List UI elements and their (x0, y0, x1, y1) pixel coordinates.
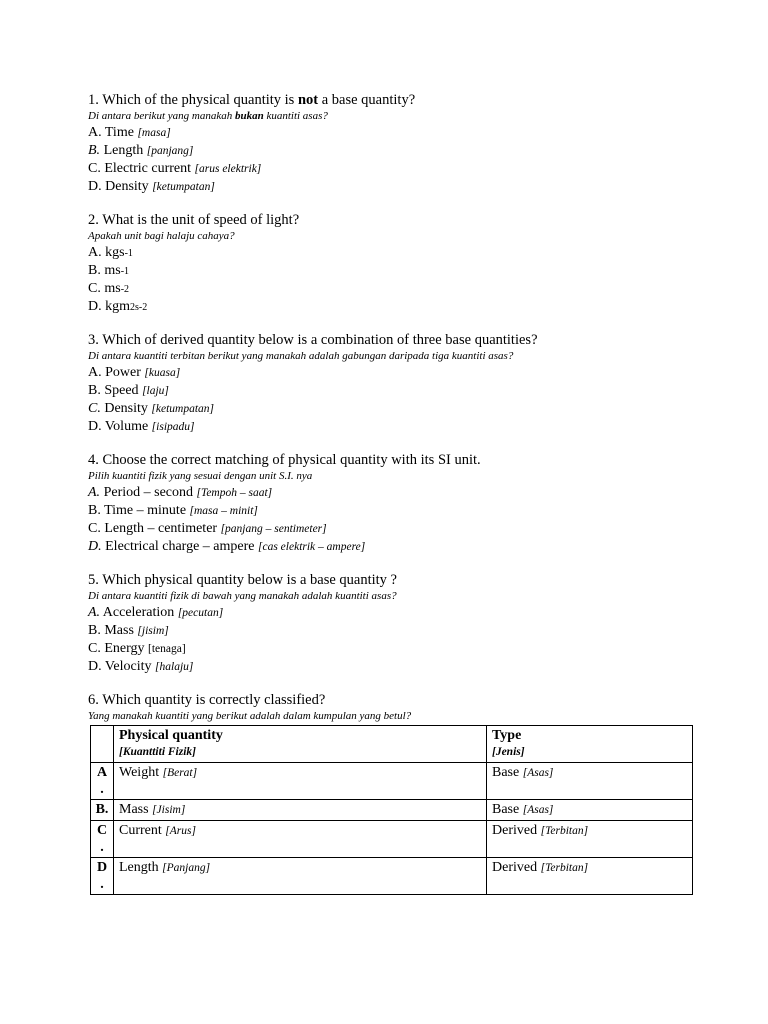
question-translation: Yang manakah kuantiti yang berikut adalah dalam kumpulan yang betul? (88, 710, 412, 722)
option-c: C. Energy [tenaga] (88, 641, 186, 656)
option-a: A. Time [masa] (88, 125, 171, 140)
row-letter: C . (91, 821, 114, 858)
question-translation: Pilih kuantiti fizik yang sesuai dengan unit S.I. nya (88, 470, 313, 482)
option-d: D. kgm2s-2 (88, 299, 148, 314)
question-title: 3. Which of derived quantity below is a combination of three base quantities? (88, 332, 538, 348)
option-b: B. Speed [laju] (88, 383, 169, 398)
question-translation: Di antara berikut yang manakah bukan kuantiti asas? (88, 110, 328, 122)
row-type: Base [Asas] (487, 800, 693, 821)
option-c: C. Electric current [arus elektrik] (88, 161, 262, 176)
question-title: 1. Which of the physical quantity is not a base quantity? (88, 92, 416, 108)
row-quantity: Weight [Berat] (114, 763, 487, 800)
row-letter: B. (91, 800, 114, 821)
classification-table (90, 725, 693, 895)
table-row (91, 821, 693, 858)
option-a: A. kgs-1 (88, 245, 133, 260)
row-letter: A . (91, 763, 114, 800)
option-a: A. Period – second [Tempoh – saat] (88, 485, 273, 500)
option-b: B. ms-1 (88, 263, 130, 278)
question-title: 2. What is the unit of speed of light? (88, 212, 300, 228)
question-translation: Di antara kuantiti terbitan berikut yang manakah adalah gabungan daripada tiga kuantiti asas? (88, 350, 514, 362)
row-quantity: Current [Arus] (114, 821, 487, 858)
row-letter: D . (91, 858, 114, 895)
option-d: D. Electrical charge – ampere [cas elektrik – ampere] (88, 539, 366, 554)
option-b: B. Time – minute [masa – minit] (88, 503, 258, 518)
question-translation: Apakah unit bagi halaju cahaya? (88, 230, 235, 242)
question-5 (88, 572, 708, 676)
worksheet-page (88, 92, 708, 911)
row-type: Derived [Terbitan] (487, 858, 693, 895)
table-row (91, 800, 693, 821)
option-b: B. Mass [jisim] (88, 623, 169, 638)
question-6 (88, 692, 708, 895)
option-d: D. Velocity [halaju] (88, 659, 194, 674)
question-title: 6. Which quantity is correctly classified? (88, 692, 326, 708)
question-3 (88, 332, 708, 436)
table-header-quantity: Physical quantity [Kuanttiti Fizik] (114, 726, 487, 763)
option-a: A. Acceleration [pecutan] (88, 605, 224, 620)
question-title: 5. Which physical quantity below is a base quantity ? (88, 572, 397, 588)
table-row (91, 763, 693, 800)
table-row (91, 858, 693, 895)
question-translation: Di antara kuantiti fizik di bawah yang manakah adalah kuantiti asas? (88, 590, 397, 602)
question-1 (88, 92, 708, 196)
option-a: A. Power [kuasa] (88, 365, 181, 380)
table-cell (91, 726, 114, 763)
row-quantity: Mass [Jisim] (114, 800, 487, 821)
question-title: 4. Choose the correct matching of physical quantity with its SI unit. (88, 452, 481, 468)
option-b: B. Length [panjang] (88, 143, 194, 158)
row-quantity: Length [Panjang] (114, 858, 487, 895)
option-c: C. ms-2 (88, 281, 130, 296)
table-header-type: Type [Jenis] (487, 726, 693, 763)
row-type: Base [Asas] (487, 763, 693, 800)
option-c: C. Density [ketumpatan] (88, 401, 215, 416)
table-header-row (91, 726, 693, 763)
question-4 (88, 452, 708, 556)
option-d: D. Density [ketumpatan] (88, 179, 215, 194)
row-type: Derived [Terbitan] (487, 821, 693, 858)
question-2 (88, 212, 708, 316)
option-d: D. Volume [isipadu] (88, 419, 195, 434)
option-c: C. Length – centimeter [panjang – sentimeter] (88, 521, 327, 536)
